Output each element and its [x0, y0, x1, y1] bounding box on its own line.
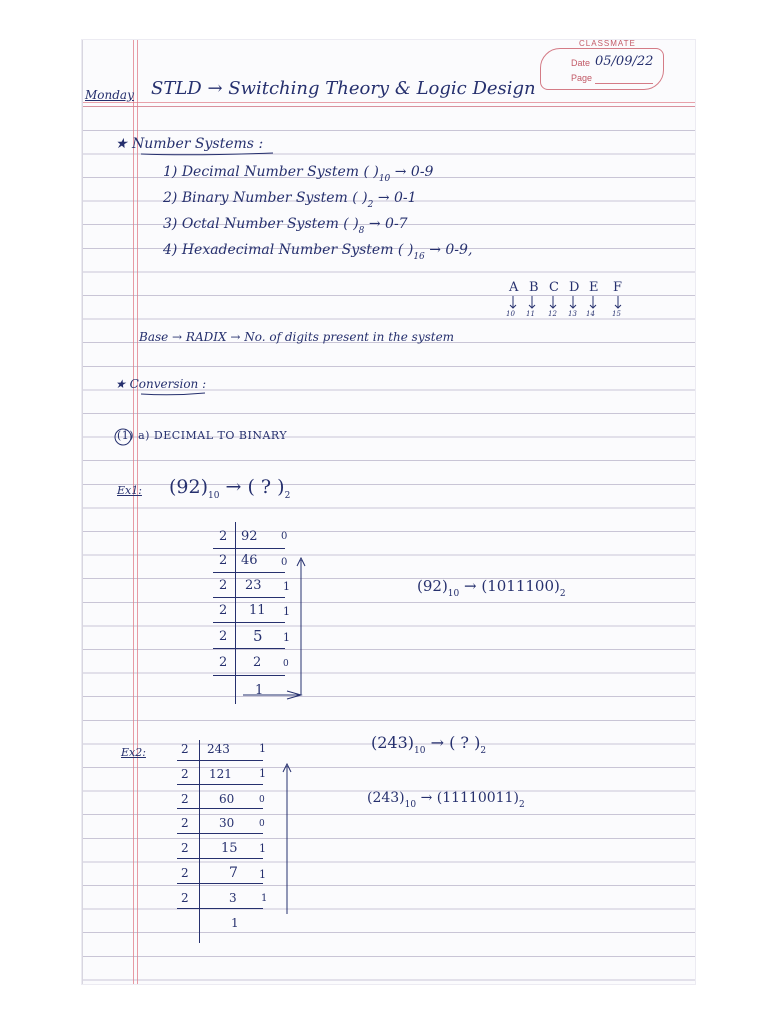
ex1-quotient: 5 — [253, 627, 263, 645]
ex1-remainder: 0 — [283, 659, 289, 669]
item-base: 8 — [358, 226, 365, 236]
ex2-question-rhs: → ( ? ) — [430, 733, 481, 752]
ex1-remainder: 0 — [281, 557, 288, 568]
ex2-remainder: 1 — [259, 868, 266, 881]
page-title: STLD → Switching Theory & Logic Design — [151, 78, 536, 99]
hex-letter: E — [589, 280, 599, 295]
ex1-question-lhs: (92) — [169, 476, 209, 498]
item-base: 10 — [378, 174, 391, 184]
ex1-quotient: 92 — [241, 529, 258, 544]
ex2-quotient: 30 — [219, 816, 235, 830]
base-radix-note: Base → RADIX → No. of digits present in the system — [139, 330, 455, 344]
ex2-question-rhs-base: 2 — [480, 746, 487, 756]
hex-letter: C — [549, 280, 559, 295]
decimal-to-binary-heading: (1) a) DECIMAL TO BINARY — [117, 429, 288, 442]
ex1-remainder: 1 — [283, 605, 290, 618]
ex2-remainder: 1 — [261, 893, 268, 904]
stamp-date-value: 05/09/22 — [595, 54, 654, 69]
ex2-answer-lhs: (243) — [367, 790, 405, 806]
ex1-answer-lhs: (92) — [417, 577, 448, 595]
ex1-quotient: 2 — [253, 655, 262, 670]
ex2-answer-lhs-base: 10 — [404, 800, 417, 810]
item-range: → 0-9, — [429, 242, 473, 258]
ex2-question-lhs-base: 10 — [414, 746, 426, 756]
hex-letter: D — [569, 280, 580, 295]
ex2-quotient: 3 — [229, 891, 237, 905]
ex2-divisor: 2 — [181, 792, 189, 806]
ex2-divisor: 2 — [181, 841, 189, 855]
ex2-divisor: 2 — [181, 816, 189, 830]
item-label: 4) Hexadecimal Number System ( ) — [163, 242, 414, 258]
ex1-question-lhs-base: 10 — [208, 491, 220, 501]
step-one-circle-icon — [115, 429, 131, 445]
conversion-heading: ★ Conversion : — [115, 377, 207, 391]
handwritten-strokes — [83, 40, 695, 984]
item-label: 2) Binary Number System ( ) — [163, 190, 368, 206]
ex2-remainder: 1 — [259, 742, 266, 755]
ex2-remainder: 1 — [259, 842, 266, 855]
number-systems-heading: ★ Number Systems : — [115, 136, 264, 152]
ex1-remainder: 1 — [283, 631, 290, 644]
hex-value: 10 — [506, 310, 515, 318]
day-label: Monday — [85, 88, 134, 102]
ex1-question-rhs-base: 2 — [284, 491, 291, 501]
item-range: → 0-9 — [394, 164, 434, 180]
item-base: 16 — [413, 252, 425, 262]
ex2-divisor: 2 — [181, 866, 189, 880]
ex1-answer-rhs: → (1011100) — [464, 577, 560, 595]
ex2-remainder: 0 — [259, 819, 265, 829]
ex2-quotient: 15 — [221, 841, 238, 856]
ex1-final-quotient: 1 — [255, 683, 264, 698]
ex1-label: Ex1: — [117, 484, 142, 497]
ex1-quotient: 23 — [245, 578, 262, 593]
ex2-quotient: 121 — [209, 767, 232, 781]
ex1-answer-rhs-base: 2 — [559, 589, 566, 599]
hex-letter: A — [509, 280, 519, 295]
ex2-read-up-arrow-icon — [283, 764, 291, 914]
ex1-divisor: 2 — [219, 629, 228, 644]
ex1-divisor: 2 — [219, 655, 228, 670]
hex-letter: F — [613, 280, 623, 295]
item-label: 1) Decimal Number System ( ) — [163, 164, 379, 180]
ex1-quotient: 11 — [249, 603, 266, 618]
ex2-quotient: 60 — [219, 792, 235, 806]
ex1-divisor: 2 — [219, 603, 228, 618]
ex2-answer-rhs: → (11110011) — [420, 790, 519, 806]
item-base: 2 — [367, 200, 374, 210]
ex1-divisor: 2 — [219, 529, 228, 544]
hex-letter: B — [529, 280, 539, 295]
hex-down-arrow-icons — [510, 296, 621, 308]
hex-value: 11 — [526, 310, 535, 318]
stamp-page-label: Page — [571, 73, 593, 83]
ex2-answer-rhs-base: 2 — [518, 800, 525, 810]
ex1-divisor: 2 — [219, 578, 228, 593]
ex2-quotient: 7 — [229, 865, 238, 881]
notebook-page — [82, 40, 695, 984]
ex2-divisor: 2 — [181, 742, 189, 756]
ex2-remainder: 0 — [259, 795, 265, 805]
ex2-divisor: 2 — [181, 767, 189, 781]
item-range: → 0-7 — [368, 216, 408, 232]
ex1-remainder: 0 — [281, 531, 288, 542]
stamp-date-label: Date — [571, 58, 591, 68]
hex-value: 12 — [548, 310, 557, 318]
ex2-final-quotient: 1 — [231, 916, 239, 930]
ex1-question-rhs: → ( ? ) — [225, 476, 285, 498]
ex2-label: Ex2: — [121, 746, 146, 759]
item-label: 3) Octal Number System ( ) — [163, 216, 359, 232]
ex2-divisor: 2 — [181, 891, 189, 905]
conversion-underline — [141, 393, 205, 395]
ex1-answer-lhs-base: 10 — [447, 589, 460, 599]
stamp-brand: CLASSMATE — [579, 40, 636, 48]
heading-underline — [141, 153, 273, 155]
ex2-remainder: 1 — [259, 767, 266, 780]
hex-value: 13 — [568, 310, 577, 318]
ex1-quotient: 46 — [241, 553, 258, 568]
ex2-question-lhs: (243) — [371, 733, 415, 752]
item-range: → 0-1 — [377, 190, 417, 206]
ex2-quotient: 243 — [207, 742, 230, 756]
hex-value: 14 — [586, 310, 595, 318]
ex1-divisor: 2 — [219, 553, 228, 568]
hex-value: 15 — [612, 310, 621, 318]
ex1-read-up-arrow-icon — [243, 558, 305, 695]
ex1-remainder: 1 — [283, 580, 290, 593]
